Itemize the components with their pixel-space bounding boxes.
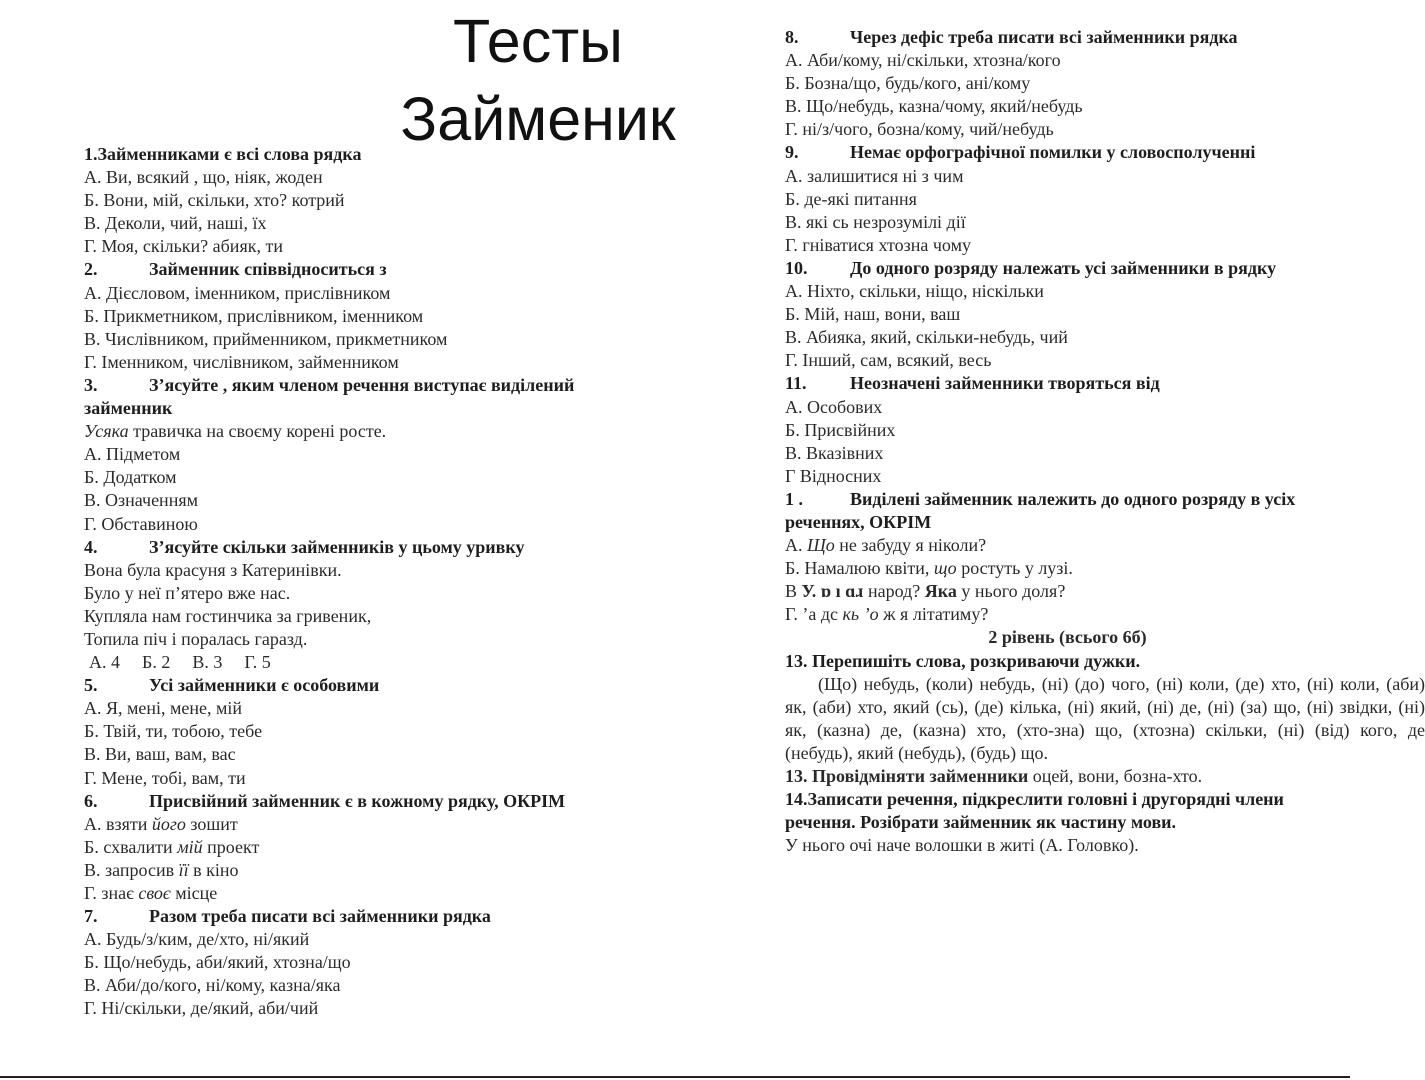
question-13b — [785, 765, 1350, 788]
q9-option-b: Б. де-які питання — [785, 188, 917, 209]
question-13b-text: 13. Провідміняти займенники — [785, 766, 1029, 786]
q13a-words: (Що) небудь, (коли) небудь, (ні) (до) чого, (ні) коли, (де) хто, (ні) коли, (аби) як, (аби) хто, який (сь), (де) кілька, (ні) який, (ні) де, (ні) (за) що, (ні) звідки, (ні) як, (казна) де, (казна) хто, (хто-зна) що, (хтозна) скільки, (ні) (від) кого, де (небудь), який (небудь), (будь) що. — [785, 673, 1425, 763]
question-12-text: Виділені займенник належить до одного розряду в усіх — [850, 488, 1296, 509]
q14-example-sentence: У нього очі наче волошки в житі (А. Головко). — [785, 835, 1139, 856]
q5-option-d: Г. Мене, тобі, вам, ти — [84, 767, 246, 788]
question-13b-words: оцей, вони, бозна-хто. — [1028, 766, 1203, 786]
q6-option-c: В. запросив її в кіно — [84, 859, 239, 880]
q10-option-c: В. Абияка, який, скільки-небудь, чий — [785, 327, 1068, 348]
question-number: 6. — [84, 790, 98, 811]
level-heading: 2 рівень (всього 6б) — [988, 627, 1147, 648]
question-7-text: Разом треба писати всі займенники рядка — [149, 906, 491, 927]
question-14-text: 14.Записати речення, підкреслити головні і другорядні члени — [785, 789, 1284, 810]
q2-option-a: А. Дієсловом, іменником, прислівником — [84, 282, 391, 303]
q11-option-d: Г Відносних — [785, 465, 882, 486]
q10-option-b: Б. Мій, наш, вони, ваш — [785, 304, 961, 325]
question-12-text-cont: реченнях, ОКРІМ — [785, 511, 932, 532]
question-number: 3. — [84, 374, 98, 395]
q4-poem-line: Топила піч і поралась гаразд. — [84, 628, 308, 649]
q6-highlighted-word: його — [151, 813, 186, 834]
q3-highlighted-word: Усяка — [84, 421, 129, 442]
question-9-text: Немає орфографічної помилки у словосполученні — [850, 142, 1256, 163]
question-8 — [785, 26, 1350, 141]
question-14 — [785, 788, 1350, 857]
q12-highlighted-word: Яка — [924, 581, 957, 602]
page-title — [388, 2, 688, 158]
q12-option-a: А. Що не забуду я ніколи? — [785, 535, 987, 556]
question-10-text: До одного розряду належать усі займенники в рядку — [850, 257, 1277, 278]
question-3-text: З’ясуйте , яким членом речення виступає виділений — [149, 374, 575, 395]
question-13a-text: 13. Перепишіть слова, розкриваючи дужки. — [785, 650, 1141, 671]
q6-option-b: Б. схвалити мій проект — [84, 836, 260, 857]
question-number: 11. — [785, 373, 807, 394]
q8-option-a: А. Аби/кому, ні/скільки, хтозна/кого — [785, 50, 1061, 71]
question-3 — [84, 374, 684, 536]
q6-option-a: А. взяти його зошит — [84, 813, 238, 834]
question-number: 5. — [84, 675, 98, 696]
q12-highlighted-word: Що — [807, 535, 835, 556]
question-11 — [785, 372, 1350, 487]
question-4-text: З’ясуйте скільки займенників у цьому уривку — [149, 536, 525, 557]
q1-option-b: Б. Вони, мій, скільки, хто? котрий — [84, 190, 345, 211]
question-14-text-cont: речення. Розібрати займенник як частину мови. — [785, 812, 1177, 833]
q6-option-d: Г. знає своє місце — [84, 883, 218, 903]
q12-option-c: В У. ɒ ı ɑɹ народ? Яка у нього доля? — [785, 581, 1066, 602]
question-8-text: Через дефіс треба писати всі займенники рядка — [850, 27, 1238, 47]
q2-option-c: В. Числівником, прийменником, прикметником — [84, 328, 448, 349]
q9-option-a: А. залишитися ні з чим — [785, 165, 964, 186]
question-5-text: Усі займенники є особовими — [149, 675, 380, 696]
question-6-text: Присвійний займенник є в кожному рядку, ОКРІМ — [149, 790, 566, 811]
q4-answer-c: В. 3 — [192, 652, 223, 673]
q7-option-b: Б. Що/небудь, аби/який, хтозна/що — [84, 952, 351, 973]
q12-option-b: Б. Намалюю квіти, що ростуть у лузі. — [785, 558, 1073, 579]
q3-option-d: Г. Обставиною — [84, 513, 198, 534]
q9-option-d: Г. гніватися хтозна чому — [785, 234, 971, 255]
q7-option-d: Г. Ні/скільки, де/який, аби/чий — [84, 998, 319, 1019]
q11-option-b: Б. Присвійних — [785, 419, 896, 440]
question-number: 1 . — [785, 488, 803, 509]
q4-answers — [84, 651, 684, 674]
q3-option-a: А. Підметом — [84, 444, 181, 465]
question-12 — [785, 488, 1350, 627]
q5-option-b: Б. Твій, ти, тобою, тебе — [84, 721, 263, 742]
q4-poem-line: Купляла нам гостинчика за гривеник, — [84, 605, 372, 626]
q10-option-d: Г. Інший, сам, всякий, весь — [785, 350, 992, 371]
q7-option-a: А. Будь/з/ким, де/хто, ні/який — [84, 929, 310, 950]
title-line-2: Займеник — [400, 85, 676, 153]
q4-answer-d: Г. 5 — [244, 652, 271, 673]
q8-option-d: Г. ні/з/чого, бозна/кому, чий/небудь — [785, 119, 1054, 140]
question-7 — [84, 905, 684, 1020]
q4-poem-line: Було у неї п’ятеро вже нас. — [84, 582, 291, 603]
q10-option-a: А. Ніхто, скільки, ніщо, ніскільки — [785, 281, 1044, 302]
q3-option-b: Б. Додатком — [84, 467, 177, 488]
left-column — [84, 143, 684, 1021]
q6-highlighted-word: мій — [177, 836, 203, 857]
right-column — [785, 26, 1425, 857]
q1-option-a: А. Ви, всякий , що, ніяк, жоден — [84, 167, 323, 188]
question-2-text: Займенник співвідноситься з — [149, 259, 387, 280]
question-number: 8. — [785, 27, 799, 47]
question-1 — [84, 143, 684, 258]
q4-poem-line: Вона була красуня з Катеринівки. — [84, 559, 342, 580]
question-13a — [785, 650, 1425, 765]
q2-option-d: Г. Іменником, числівником, займенником — [84, 351, 399, 372]
question-number: 10. — [785, 257, 808, 278]
q11-option-a: А. Особових — [785, 396, 883, 417]
q1-option-c: В. Деколи, чий, наші, їх — [84, 213, 267, 234]
question-1-text: 1.Займенниками є всі слова рядка — [84, 144, 362, 164]
q6-highlighted-word: своє — [138, 883, 171, 903]
q4-answer-a: А. 4 — [89, 652, 120, 673]
q8-option-c: В. Що/небудь, казна/чому, який/небудь — [785, 96, 1083, 117]
question-11-text: Неозначені займенники творяться від — [850, 373, 1160, 394]
question-number: 4. — [84, 536, 98, 557]
question-number: 2. — [84, 259, 98, 280]
q2-option-b: Б. Прикметником, прислівником, іменником — [84, 305, 424, 326]
question-3-text-cont: займенник — [84, 398, 173, 419]
q12-option-d: Г. ʼа дс кь ʼо ж я літатиму? — [785, 604, 989, 625]
q12-highlighted-word: кь ʼо — [842, 604, 879, 625]
q3-sentence-rest: травичка на своєму корені росте. — [128, 421, 387, 442]
q9-option-c: В. які сь незрозумілі дії — [785, 211, 966, 232]
q12-highlighted-word: що — [933, 558, 957, 579]
question-10 — [785, 257, 1350, 372]
question-number: 7. — [84, 906, 98, 927]
q12-highlighted-word: У. ɒ ı ɑɹ — [801, 581, 864, 602]
q3-option-c: В. Означенням — [84, 490, 198, 511]
q5-option-c: В. Ви, ваш, вам, вас — [84, 744, 236, 765]
question-9 — [785, 141, 1350, 256]
q11-option-c: В. Вказівних — [785, 442, 884, 463]
q3-sentence — [84, 420, 684, 443]
q7-option-c: В. Аби/до/кого, ні/кому, казна/яка — [84, 975, 341, 996]
q1-option-d: Г. Моя, скільки? абияк, ти — [84, 236, 283, 257]
question-4 — [84, 536, 684, 675]
q8-option-b: Б. Бозна/що, будь/кого, ані/кому — [785, 73, 1031, 94]
question-2 — [84, 258, 684, 373]
bottom-divider — [0, 1076, 1350, 1078]
question-6 — [84, 790, 684, 905]
q4-answer-b: Б. 2 — [142, 652, 171, 673]
title-line-1: Тесты — [452, 7, 624, 75]
question-5 — [84, 674, 684, 789]
q6-highlighted-word: її — [178, 859, 189, 880]
q5-option-a: А. Я, мені, мене, мій — [84, 698, 243, 719]
question-number: 9. — [785, 142, 799, 163]
